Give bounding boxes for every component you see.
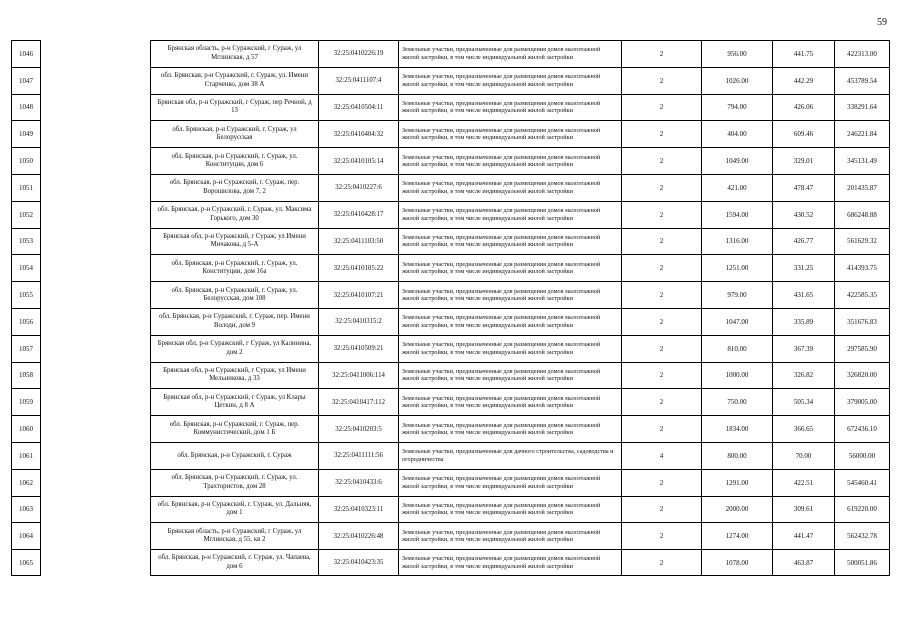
- table-row: [11, 388, 890, 415]
- cadastral-value-cell: 326820.00: [834, 362, 890, 389]
- cadastral-value-cell: 345131.49: [834, 147, 890, 174]
- cadastral-number-cell: 32:25:0410226:48: [318, 522, 398, 549]
- area-cell: 1274.00: [701, 522, 772, 549]
- table-row: [11, 120, 890, 147]
- use-group-cell: 2: [621, 496, 701, 523]
- permitted-use-cell: Земельные участки, предназначенные для размещения домов малоэтажной жилой застройки, в том числе индивидуальной жилой застройки: [398, 120, 621, 147]
- row-number: 1060: [11, 415, 41, 442]
- cadastral-value-cell: 246221.84: [834, 120, 890, 147]
- table-row: [11, 281, 890, 308]
- area-cell: 956.00: [701, 40, 772, 67]
- use-group-cell: 2: [621, 40, 701, 67]
- area-cell: 1078.00: [701, 549, 772, 576]
- permitted-use-cell: Земельные участки, предназначенные для размещения домов малоэтажной жилой застройки, в том числе индивидуальной жилой застройки: [398, 362, 621, 389]
- use-group-cell: 2: [621, 549, 701, 576]
- address-cell: обл. Брянская, р-н Суражский, г. Сураж, ул. Трахтористов, дом 28: [150, 469, 318, 496]
- table-row: [11, 254, 890, 281]
- address-cell: обл. Брянская, р-н Суражский, г. Сураж, пер. Имени Володи, дом 9: [150, 308, 318, 335]
- table-row: [11, 201, 890, 228]
- address-cell: Брянская область, р-н Суражский, г Сураж, ул Мглинская, д 55, кв 2: [150, 522, 318, 549]
- specific-value-cell: 430.52: [772, 201, 834, 228]
- row-number: 1052: [11, 201, 41, 228]
- specific-value-cell: 431.65: [772, 281, 834, 308]
- address-cell: обл. Брянская, р-н Суражский, г. Сураж, пер. Ворошилова, дом 7, 2: [150, 174, 318, 201]
- specific-value-cell: 367.39: [772, 335, 834, 362]
- row-number: 1055: [11, 281, 41, 308]
- address-cell: обл. Брянская, р-н Суражский, г. Сураж, ул. Белорусская, дом 108: [150, 281, 318, 308]
- table-row: [11, 40, 890, 67]
- permitted-use-cell: Земельные участки, предназначенные для размещения домов малоэтажной жилой застройки, в том числе индивидуальной жилой застройки: [398, 228, 621, 255]
- cadastral-number-cell: 32:25:0410504:11: [318, 94, 398, 121]
- permitted-use-cell: Земельные участки, предназначенные для размещения домов малоэтажной жилой застройки, в том числе индивидуальной жилой застройки: [398, 40, 621, 67]
- permitted-use-cell: Земельные участки, предназначенные для размещения домов малоэтажной жилой застройки, в том числе индивидуальной жилой застройки: [398, 308, 621, 335]
- address-cell: обл. Брянская, р-н Суражский, г. Сураж, ул. Чапаева, дом 6: [150, 549, 318, 576]
- address-cell: обл. Брянская, р-н Суражский, г. Сураж, ул. Максима Горького, дом 30: [150, 201, 318, 228]
- specific-value-cell: 309.61: [772, 496, 834, 523]
- area-cell: 1316.00: [701, 228, 772, 255]
- area-cell: 1594.00: [701, 201, 772, 228]
- row-number: 1051: [11, 174, 41, 201]
- cadastral-value-cell: 686248.88: [834, 201, 890, 228]
- permitted-use-cell: Земельные участки, предназначенные для размещения домов малоэтажной жилой застройки, в том числе индивидуальной жилой застройки: [398, 415, 621, 442]
- specific-value-cell: 463.87: [772, 549, 834, 576]
- cadastral-value-cell: 338291.64: [834, 94, 890, 121]
- table-row: [11, 469, 890, 496]
- specific-value-cell: 329.01: [772, 147, 834, 174]
- cadastral-number-cell: 32:25:0410105:14: [318, 147, 398, 174]
- row-number: 1049: [11, 120, 41, 147]
- permitted-use-cell: Земельные участки, предназначенные для размещения домов малоэтажной жилой застройки, в том числе индивидуальной жилой застройки: [398, 388, 621, 415]
- cadastral-number-cell: 32:25:0410107:21: [318, 281, 398, 308]
- table-row: [11, 549, 890, 576]
- specific-value-cell: 441.75: [772, 40, 834, 67]
- area-cell: 750.00: [701, 388, 772, 415]
- specific-value-cell: 326.82: [772, 362, 834, 389]
- row-number: 1057: [11, 335, 41, 362]
- specific-value-cell: 335.89: [772, 308, 834, 335]
- table-row: [11, 67, 890, 94]
- cadastral-number-cell: 32:25:0410227:6: [318, 174, 398, 201]
- specific-value-cell: 422.51: [772, 469, 834, 496]
- cadastral-number-cell: 32:25:0411107:4: [318, 67, 398, 94]
- address-cell: Брянская обл, р-н Суражский, г Сураж, ул Клары Цеткин, д 8 А: [150, 388, 318, 415]
- area-cell: 979.00: [701, 281, 772, 308]
- specific-value-cell: 609.46: [772, 120, 834, 147]
- address-cell: Брянская область, р-н Суражский, г Сураж, ул Мглинская, д 57: [150, 40, 318, 67]
- permitted-use-cell: Земельные участки, предназначенные для размещения домов малоэтажной жилой застройки, в том числе индивидуальной жилой застройки: [398, 522, 621, 549]
- cadastral-value-cell: 201435.87: [834, 174, 890, 201]
- address-cell: Брянская обл, р-н Суражский, г Сураж, ул Имени Мельникова, д 33: [150, 362, 318, 389]
- permitted-use-cell: Земельные участки, предназначенные для размещения домов малоэтажной жилой застройки, в том числе индивидуальной жилой застройки: [398, 549, 621, 576]
- permitted-use-cell: Земельные участки, предназначенные для размещения домов малоэтажной жилой застройки, в том числе индивидуальной жилой застройки: [398, 67, 621, 94]
- row-number: 1046: [11, 40, 41, 67]
- use-group-cell: 2: [621, 120, 701, 147]
- area-cell: 1251.00: [701, 254, 772, 281]
- use-group-cell: 2: [621, 201, 701, 228]
- row-number: 1064: [11, 522, 41, 549]
- specific-value-cell: 426.77: [772, 228, 834, 255]
- use-group-cell: 2: [621, 469, 701, 496]
- permitted-use-cell: Земельные участки, предназначенные для размещения домов малоэтажной жилой застройки, в том числе индивидуальной жилой застройки: [398, 335, 621, 362]
- area-cell: 1049.00: [701, 147, 772, 174]
- row-number: 1048: [11, 94, 41, 121]
- area-cell: 1000.00: [701, 362, 772, 389]
- cadastral-number-cell: 32:25:0410509:21: [318, 335, 398, 362]
- cadastral-value-cell: 545460.41: [834, 469, 890, 496]
- permitted-use-cell: Земельные участки, предназначенные для размещения домов малоэтажной жилой застройки, в том числе индивидуальной жилой застройки: [398, 94, 621, 121]
- address-cell: обл. Брянская, р-н Суражский, г. Сураж, ул. Конституции, дом 16а: [150, 254, 318, 281]
- area-cell: 800.00: [701, 442, 772, 469]
- area-cell: 1047.00: [701, 308, 772, 335]
- table-row: [11, 94, 890, 121]
- address-cell: обл. Брянская, р-н Суражский, г. Сураж, пер. Коммунистический, дом 1 Б: [150, 415, 318, 442]
- cadastral-value-cell: 379005.00: [834, 388, 890, 415]
- use-group-cell: 2: [621, 228, 701, 255]
- area-cell: 2000.00: [701, 496, 772, 523]
- row-number: 1054: [11, 254, 41, 281]
- use-group-cell: 2: [621, 147, 701, 174]
- address-cell: обл. Брянская, р-н Суражский, г. Сураж, ул. Имени Старченко, дом 38 А: [150, 67, 318, 94]
- use-group-cell: 2: [621, 308, 701, 335]
- cadastral-value-cell: 422585.35: [834, 281, 890, 308]
- address-cell: обл. Брянская, р-н Суражский, г. Сураж, ул Белорусская: [150, 120, 318, 147]
- cadastral-number-cell: 32:25:0410323:11: [318, 496, 398, 523]
- address-cell: Брянская обл, р-н Суражский, г Сураж, пер Речной, д 13: [150, 94, 318, 121]
- table-row: [11, 147, 890, 174]
- specific-value-cell: 442.29: [772, 67, 834, 94]
- cadastral-number-cell: 32:25:0410433:6: [318, 469, 398, 496]
- cadastral-value-cell: 500051.86: [834, 549, 890, 576]
- cadastral-number-cell: 32:25:0410417:112: [318, 388, 398, 415]
- permitted-use-cell: Земельные участки, предназначенные для размещения домов малоэтажной жилой застройки, в том числе индивидуальной жилой застройки: [398, 281, 621, 308]
- area-cell: 1834.00: [701, 415, 772, 442]
- table-row: [11, 335, 890, 362]
- specific-value-cell: 426.06: [772, 94, 834, 121]
- use-group-cell: 2: [621, 174, 701, 201]
- use-group-cell: 2: [621, 94, 701, 121]
- cadastral-value-cell: 414393.75: [834, 254, 890, 281]
- use-group-cell: 2: [621, 415, 701, 442]
- area-cell: 1026.00: [701, 67, 772, 94]
- cadastral-number-cell: 32:25:0410315:2: [318, 308, 398, 335]
- cadastral-value-cell: 297585.90: [834, 335, 890, 362]
- cadastral-number-cell: 32:25:0411006:114: [318, 362, 398, 389]
- cadastral-number-cell: 32:25:0410203:5: [318, 415, 398, 442]
- row-number: 1063: [11, 496, 41, 523]
- row-number: 1056: [11, 308, 41, 335]
- table-row: [11, 496, 890, 523]
- permitted-use-cell: Земельные участки, предназначенные для размещения домов малоэтажной жилой застройки, в том числе индивидуальной жилой застройки: [398, 174, 621, 201]
- land-plots-table: [11, 40, 890, 576]
- address-cell: обл. Брянская, р-н Суражский, г. Сураж, ул. Дальняя, дом 1: [150, 496, 318, 523]
- area-cell: 810.00: [701, 335, 772, 362]
- row-number: 1047: [11, 67, 41, 94]
- specific-value-cell: 441.47: [772, 522, 834, 549]
- area-cell: 1291.00: [701, 469, 772, 496]
- permitted-use-cell: Земельные участки, предназначенные для размещения домов малоэтажной жилой застройки, в том числе индивидуальной жилой застройки: [398, 201, 621, 228]
- specific-value-cell: 505.34: [772, 388, 834, 415]
- cadastral-value-cell: 619220.00: [834, 496, 890, 523]
- use-group-cell: 2: [621, 388, 701, 415]
- table-row: [11, 308, 890, 335]
- permitted-use-cell: Земельные участки, предназначенные для размещения домов малоэтажной жилой застройки, в том числе индивидуальной жилой застройки: [398, 469, 621, 496]
- row-number: 1053: [11, 228, 41, 255]
- cadastral-value-cell: 351676.83: [834, 308, 890, 335]
- use-group-cell: 2: [621, 335, 701, 362]
- cadastral-value-cell: 562432.78: [834, 522, 890, 549]
- cadastral-value-cell: 453789.54: [834, 67, 890, 94]
- row-number: 1050: [11, 147, 41, 174]
- address-cell: Брянская обл, р-н Суражский, г Сураж, ул Калинина, дом 2: [150, 335, 318, 362]
- specific-value-cell: 366.65: [772, 415, 834, 442]
- permitted-use-cell: Земельные участки, предназначенные для размещения домов малоэтажной жилой застройки, в том числе индивидуальной жилой застройки: [398, 496, 621, 523]
- specific-value-cell: 478.47: [772, 174, 834, 201]
- cadastral-value-cell: 56000.00: [834, 442, 890, 469]
- cadastral-number-cell: 32:25:0410226:19: [318, 40, 398, 67]
- cadastral-number-cell: 32:25:0411111:56: [318, 442, 398, 469]
- table-row: [11, 174, 890, 201]
- cadastral-value-cell: 672436.10: [834, 415, 890, 442]
- use-group-cell: 2: [621, 67, 701, 94]
- specific-value-cell: 331.25: [772, 254, 834, 281]
- specific-value-cell: 70.00: [772, 442, 834, 469]
- use-group-cell: 2: [621, 281, 701, 308]
- permitted-use-cell: Земельные участки, предназначенные для размещения домов малоэтажной жилой застройки, в том числе индивидуальной жилой застройки: [398, 254, 621, 281]
- row-number: 1059: [11, 388, 41, 415]
- address-cell: обл. Брянская, р-н Суражский, г. Сураж: [150, 442, 318, 469]
- use-group-cell: 2: [621, 254, 701, 281]
- table-row: [11, 415, 890, 442]
- cadastral-number-cell: 32:25:0410428:17: [318, 201, 398, 228]
- cadastral-number-cell: 32:25:0411103:50: [318, 228, 398, 255]
- row-number: 1062: [11, 469, 41, 496]
- cadastral-number-cell: 32:25:0410105:22: [318, 254, 398, 281]
- use-group-cell: 4: [621, 442, 701, 469]
- table-row: [11, 522, 890, 549]
- address-cell: Брянская обл, р-н Суражский, г Сураж, ул Имени Мичакова, д 5-А: [150, 228, 318, 255]
- cadastral-value-cell: 561629.32: [834, 228, 890, 255]
- use-group-cell: 2: [621, 362, 701, 389]
- area-cell: 794.00: [701, 94, 772, 121]
- cadastral-number-cell: 32:25:0410423:35: [318, 549, 398, 576]
- permitted-use-cell: Земельные участки, предназначенные для размещения домов малоэтажной жилой застройки, в том числе индивидуальной жилой застройки: [398, 147, 621, 174]
- address-cell: обл. Брянская, р-н Суражский, г. Сураж, ул. Конституции, дом 6: [150, 147, 318, 174]
- permitted-use-cell: Земельные участки, предназначенные для дачного строительства, садоводства и огородничества: [398, 442, 621, 469]
- table-row: [11, 228, 890, 255]
- page-number: 59: [877, 17, 887, 28]
- use-group-cell: 2: [621, 522, 701, 549]
- area-cell: 404.00: [701, 120, 772, 147]
- table-row: [11, 442, 890, 469]
- row-number: 1065: [11, 549, 41, 576]
- cadastral-value-cell: 422313.00: [834, 40, 890, 67]
- row-number: 1058: [11, 362, 41, 389]
- table-row: [11, 362, 890, 389]
- area-cell: 421.00: [701, 174, 772, 201]
- cadastral-number-cell: 32:25:0410404:32: [318, 120, 398, 147]
- row-number: 1061: [11, 442, 41, 469]
